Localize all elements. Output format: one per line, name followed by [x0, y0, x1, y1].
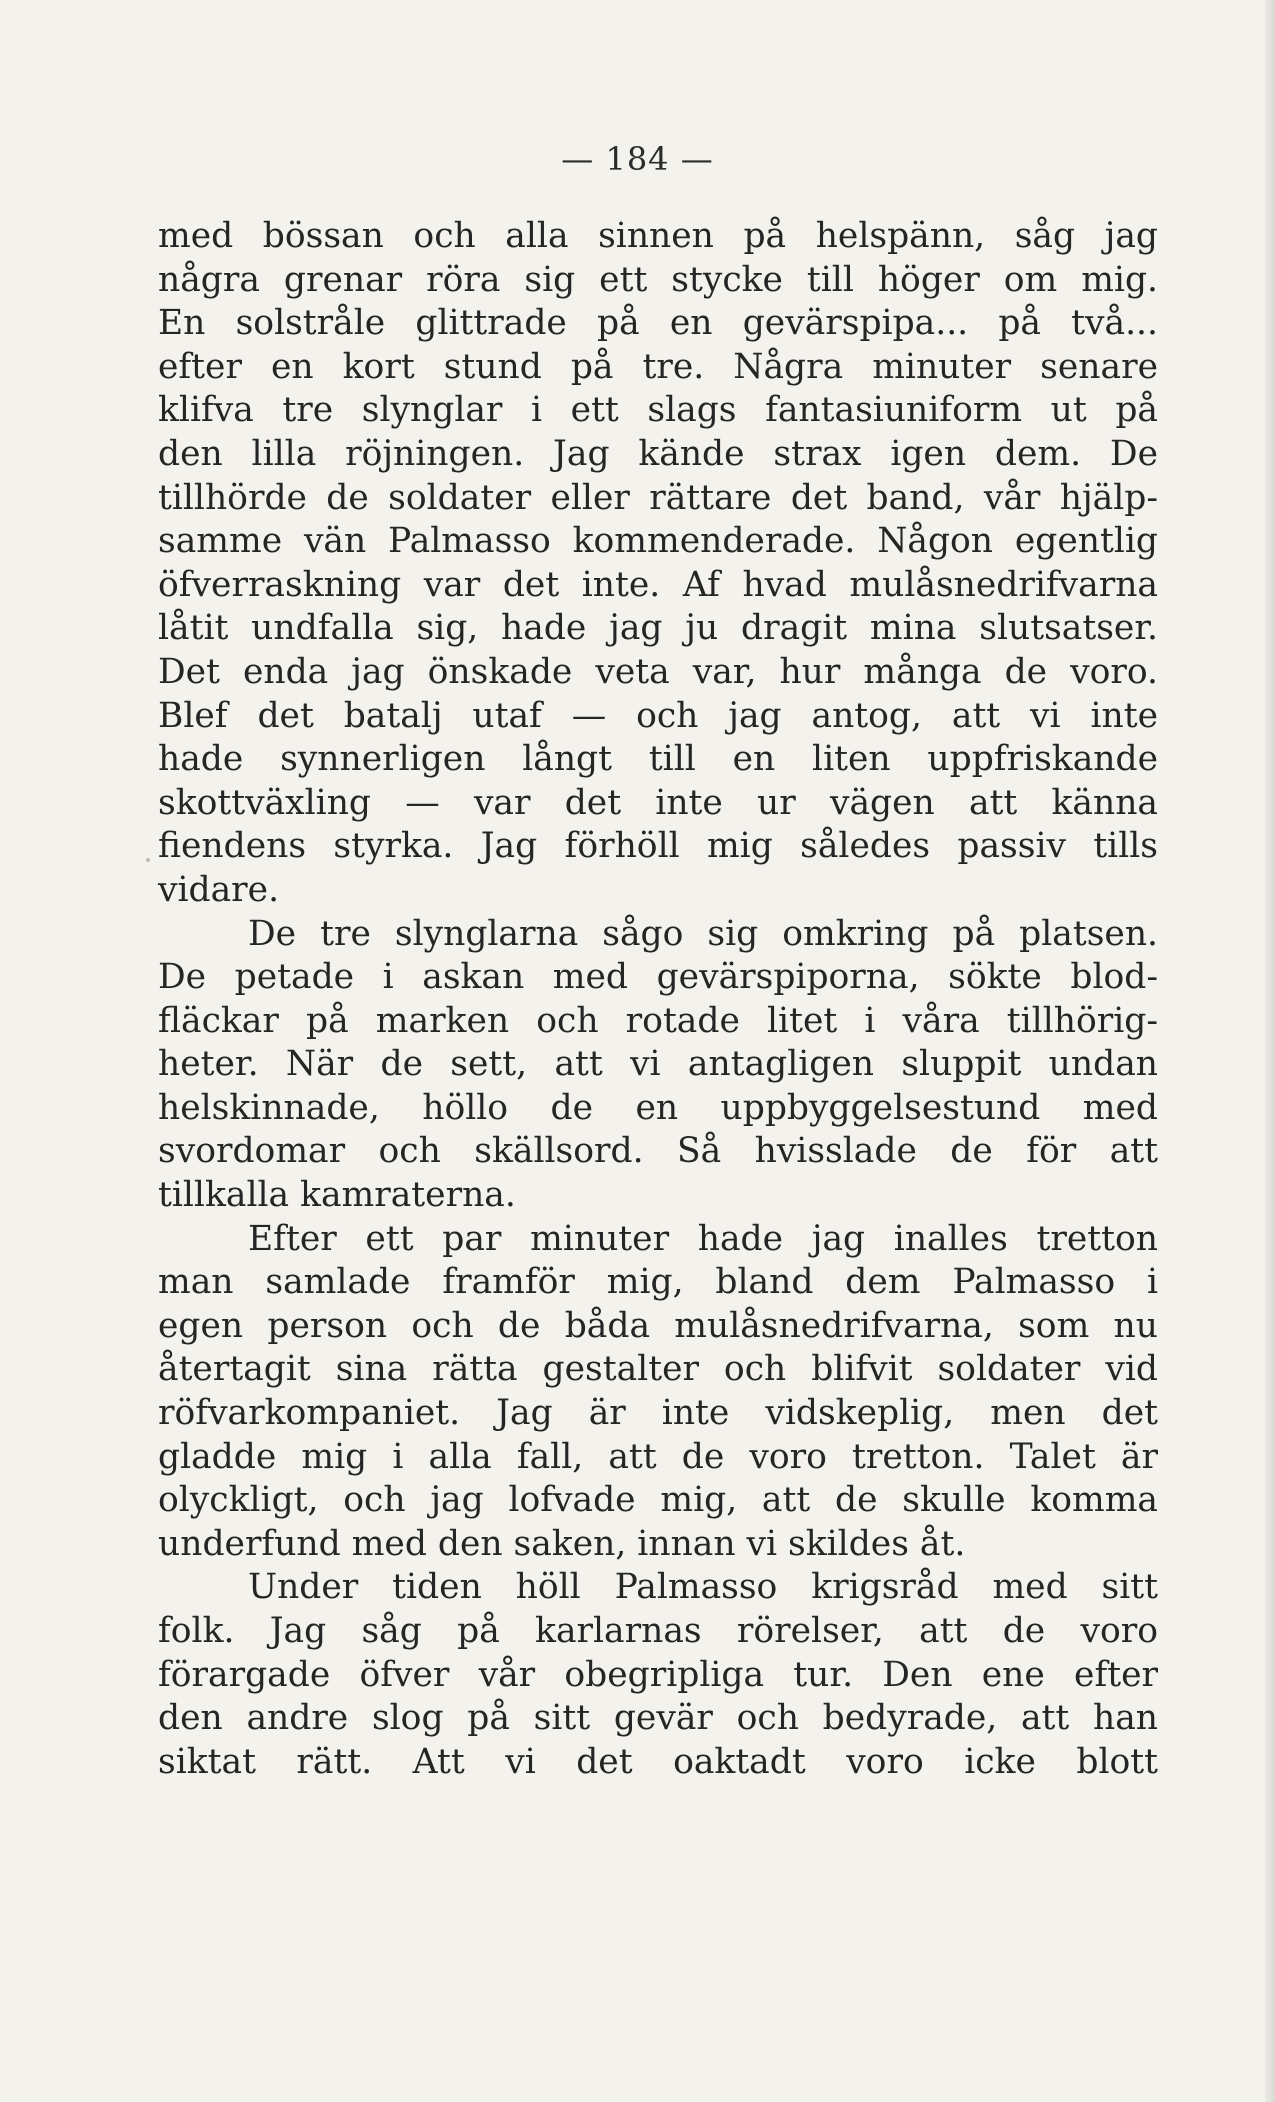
text-line: De petade i askan med gevärspiporna, sökte blod-	[158, 957, 1158, 998]
text-line: tillhörde de soldater eller rättare det band, vår hjälp-	[158, 477, 1158, 518]
text-line: med bössan och alla sinnen på helspänn, såg jag	[158, 216, 1158, 256]
text-line: egen person och de båda mulåsnedrifvarna, som nu	[158, 1305, 1158, 1346]
text-line: fläckar på marken och rotade litet i våra tillhörig-	[158, 1000, 1158, 1041]
text-line: En solstråle glittrade på en gevärspipa... på två...	[158, 303, 1158, 344]
text-line: återtagit sina rätta gestalter och blifvit soldater vid	[158, 1349, 1158, 1390]
text-line: samme vän Palmasso kommenderade. Någon egentlig	[158, 521, 1158, 562]
page-number: — 184 —	[561, 140, 714, 178]
body-text	[158, 215, 1158, 1784]
text-line: öfverraskning var det inte. Af hvad mulåsnedrifvarna	[158, 564, 1158, 605]
page-edge	[1265, 0, 1275, 2102]
text-line: svordomar och skällsord. Så hvisslade de för att	[158, 1131, 1158, 1172]
text-line: Under tiden höll Palmasso krigsråd med sitt	[248, 1567, 1158, 1608]
text-line: tillkalla kamraterna.	[158, 1175, 516, 1216]
text-line: några grenar röra sig ett stycke till höger om mig.	[158, 259, 1158, 300]
text-line: den andre slog på sitt gevär och bedyrade, att han	[158, 1698, 1158, 1739]
text-line: låtit undfalla sig, hade jag ju dragit mina slutsatser.	[158, 608, 1158, 649]
text-line: helskinnade, höllo de en uppbyggelsestund med	[158, 1087, 1158, 1128]
text-line: underfund med den saken, innan vi skildes åt.	[158, 1523, 966, 1564]
text-line: den lilla röjningen. Jag kände strax igen dem. De	[158, 433, 1158, 474]
text-line: siktat rätt. Att vi det oaktadt voro icke blott	[158, 1741, 1158, 1782]
text-line: Det enda jag önskade veta var, hur många de voro.	[158, 651, 1158, 692]
text-line: olyckligt, och jag lofvade mig, att de skulle komma	[158, 1480, 1158, 1521]
text-line: man samlade framför mig, bland dem Palmasso i	[158, 1262, 1158, 1303]
text-line: Efter ett par minuter hade jag inalles tretton	[248, 1218, 1158, 1259]
text-line: De tre slynglarna sågo sig omkring på platsen.	[248, 913, 1158, 954]
text-line: skottväxling — var det inte ur vägen att känna	[158, 782, 1158, 823]
text-line: heter. När de sett, att vi antagligen sluppit undan	[158, 1044, 1158, 1085]
text-line: röfvarkompaniet. Jag är inte vidskeplig, men det	[158, 1393, 1158, 1434]
text-line: fiendens styrka. Jag förhöll mig således passiv tills	[158, 826, 1158, 867]
text-line: förargade öfver vår obegripliga tur. Den ene efter	[158, 1654, 1158, 1695]
text-line: klifva tre slynglar i ett slags fantasiuniform ut på	[158, 390, 1158, 431]
text-line: gladde mig i alla fall, att de voro tretton. Talet är	[158, 1436, 1158, 1477]
text-line: Blef det batalj utaf — och jag antog, att vi inte	[158, 695, 1158, 736]
text-line: hade synnerligen långt till en liten uppfriskande	[158, 739, 1158, 780]
text-line: folk. Jag såg på karlarnas rörelser, att de voro	[158, 1611, 1158, 1651]
text-line: vidare.	[158, 869, 280, 910]
ink-smudge	[146, 858, 150, 862]
text-line: efter en kort stund på tre. Några minuter senare	[158, 346, 1158, 387]
